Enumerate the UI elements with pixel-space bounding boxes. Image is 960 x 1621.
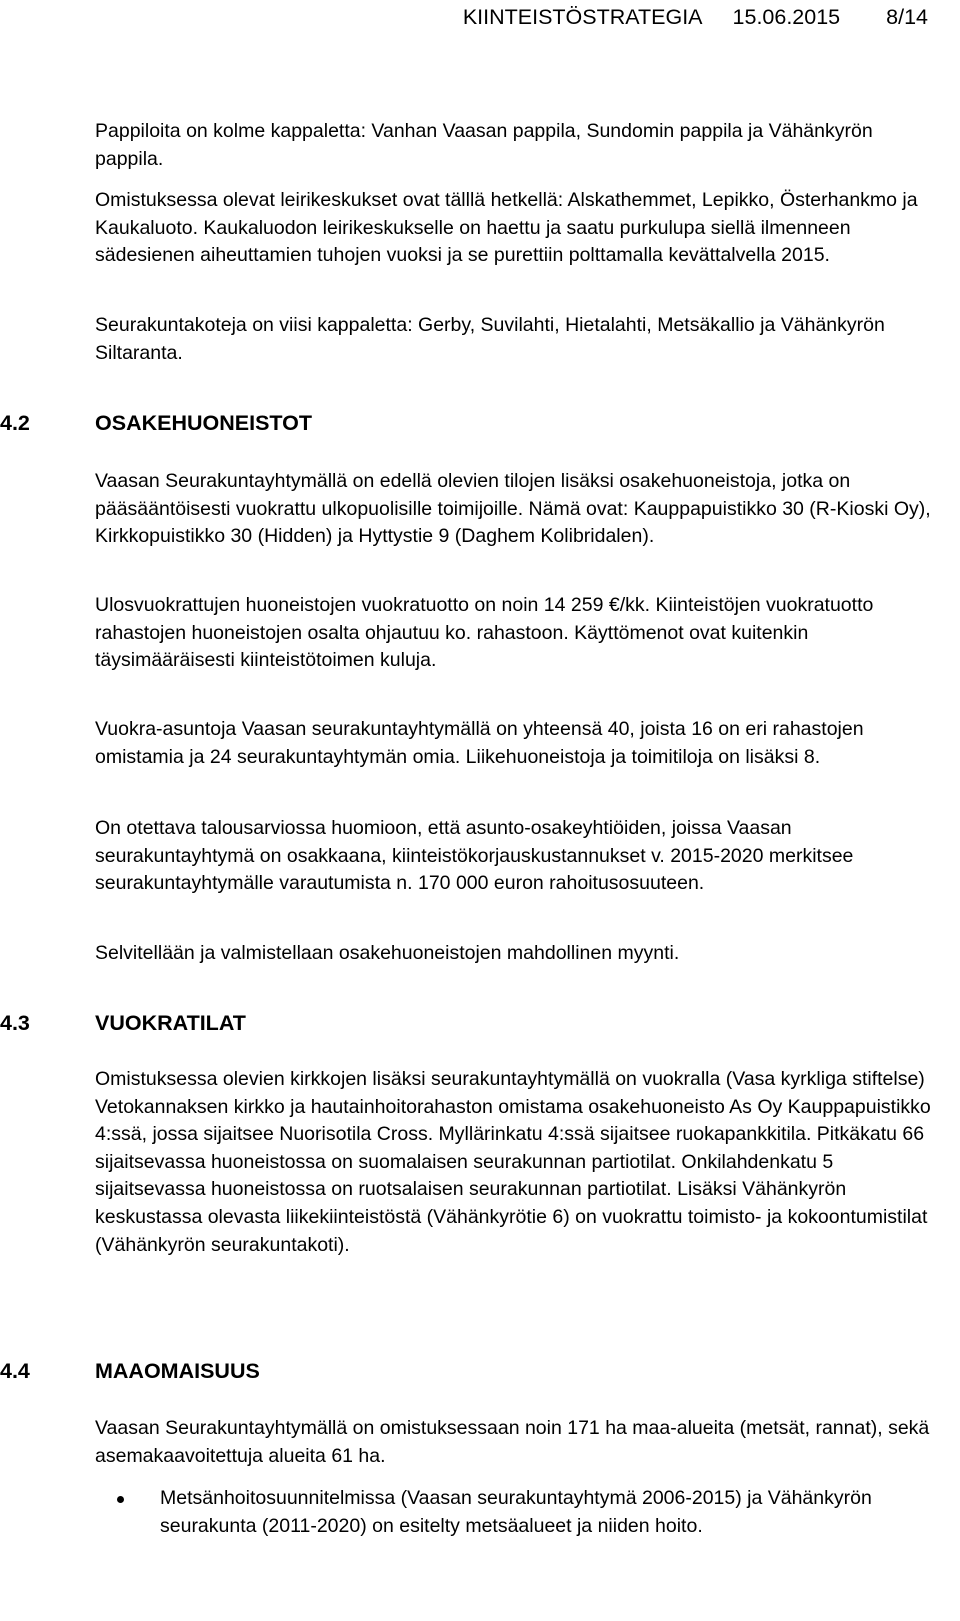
paragraph-maa-alueet: Vaasan Seurakuntayhtymällä on omistuksessaan noin 171 ha maa-alueita (metsät, rannat), sekä asemakaavoitettuja alueita 61 ha. bbox=[95, 1417, 930, 1467]
paragraph-leirikeskukset: Omistuksessa olevat leirikeskukset ovat tälllä hetkellä: Alskathemmet, Lepikko, Österhankmo ja Kaukaluoto. Kaukaluodon leirikeskukselle on haettu ja saatu purkulupa siellä ilmenneen sädesienen aiheuttamien tuhojen vuoksi ja se purettiin polttamalla kevättalvella 2015. bbox=[95, 189, 918, 267]
page-header bbox=[463, 4, 928, 30]
paragraph-vuokratuotto: Ulosvuokrattujen huoneistojen vuokratuotto on noin 14 259 €/kk. Kiinteistöjen vuokratuotto rahastojen huoneistojen osalta ohjautuu ko. rahastoon. Käyttömenot ovat kuitenkin täysimääräisesti kiinteistötoimen kuluja. bbox=[95, 594, 874, 672]
document-date: 15.06.2015 bbox=[732, 5, 841, 29]
bullet-icon bbox=[117, 1496, 124, 1503]
section-title: VUOKRATILAT bbox=[95, 1011, 246, 1035]
paragraph-vuokra-asunnot: Vuokra-asuntoja Vaasan seurakuntayhtymällä on yhteensä 40, joista 16 on eri rahastojen omistamia ja 24 seurakuntayhtymän omia. Liikehuoneistoja ja toimitiloja on lisäksi 8. bbox=[95, 718, 864, 768]
paragraph-osakehuoneistot-intro: Vaasan Seurakuntayhtymällä on edellä olevien tilojen lisäksi osakehuoneistoja, jotka on pääsääntöisesti vuokrattu ulkopuolisille toimijoille. Nämä ovat: Kauppapuistikko 30 (R-Kioski Oy), Kirkkopuistikko 30 (Hidden) ja Hyttystie 9 (Daghem Kolibridalen). bbox=[95, 470, 931, 548]
paragraph-vuokratilat: Omistuksessa olevien kirkkojen lisäksi seurakuntayhtymällä on vuokralla (Vasa kyrkliga stiftelse) Vetokannaksen kirkko ja hautainhoitorahaston omistama osakehuoneisto As Oy Kauppapuistikko 4:ssä, jossa sijaitsee Nuorisotila Cross. Myllärinkatu 4:ssä sijaitsee ruokapankkitila. Pitkäkatu 66 sijaitsevassa huoneistossa on suomalaisen seurakunnan partiotilat. Onkilahdenkatu 5 sijaitsevassa huoneistossa on ruotsalaisen seurakunnan partiotilat. Lisäksi Vähänkyrön keskustassa olevasta liikekiinteistöstä (Vähänkyrötie 6) on vuokrattu toimisto- ja kokoontumistilat (Vähänkyrön seurakuntakoti). bbox=[95, 1068, 931, 1256]
page-number: 8/14 bbox=[886, 5, 928, 29]
paragraph-pappilat: Pappiloita on kolme kappaletta: Vanhan Vaasan pappila, Sundomin pappila ja Vähänkyrön pappila. bbox=[95, 120, 873, 170]
section-title: OSAKEHUONEISTOT bbox=[95, 411, 313, 435]
paragraph-seurakuntakodit: Seurakuntakoteja on viisi kappaletta: Gerby, Suvilahti, Hietalahti, Metsäkallio ja Vähänkyrön Siltaranta. bbox=[95, 314, 885, 364]
list-item-text: Metsänhoitosuunnitelmissa (Vaasan seurakuntayhtymä 2006-2015) ja Vähänkyrön seurakunta (2011-2020) on esitelty metsäalueet ja niiden hoito. bbox=[160, 1487, 872, 1537]
section-title: MAAOMAISUUS bbox=[95, 1359, 260, 1383]
paragraph-korjauskustannukset: On otettava talousarviossa huomioon, että asunto-osakeyhtiöiden, joissa Vaasan seurakuntayhtymä on osakkaana, kiinteistökorjauskustannukset v. 2015-2020 merkitsee seurakuntayhtymälle varautumista n. 170 000 euron rahoitusosuuteen. bbox=[95, 817, 854, 895]
section-number: 4.3 bbox=[0, 1011, 30, 1035]
section-number: 4.4 bbox=[0, 1359, 30, 1383]
section-number: 4.2 bbox=[0, 411, 30, 435]
document-title: KIINTEISTÖSTRATEGIA bbox=[462, 5, 703, 29]
paragraph-myynti: Selvitellään ja valmistellaan osakehuoneistojen mahdollinen myynti. bbox=[95, 942, 680, 964]
